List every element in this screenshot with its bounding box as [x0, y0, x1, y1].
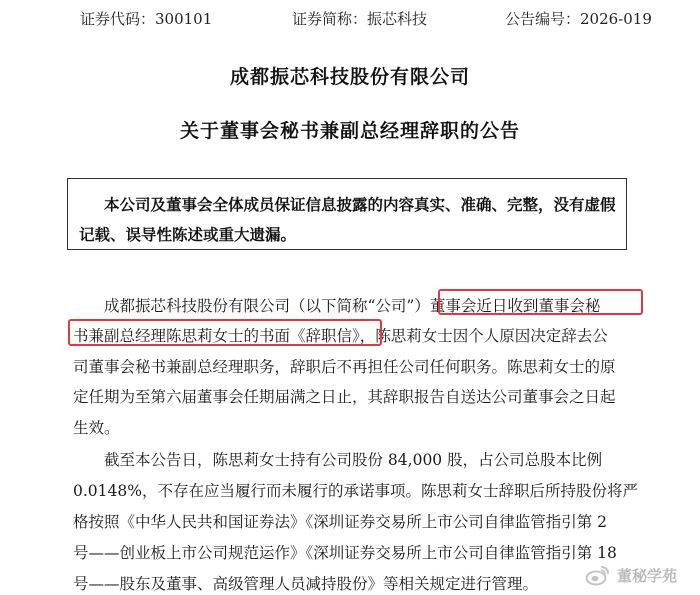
watermark — [585, 562, 677, 588]
weibo-icon — [585, 564, 611, 586]
paragraph-2-line-1: 截至本公告日，陈思莉女士持有公司股份 84,000 股，占公司总股本比例 — [104, 451, 603, 469]
highlight-annotation-1 — [438, 289, 643, 315]
paragraph-2-line-4: 号——创业板上市公司规范运作》《深圳证券交易所上市公司自律监管指引第 18 — [73, 544, 617, 562]
paragraph-1-line-2: 书兼副总经理陈思莉女士的书面《辞职信》，陈思莉女士因个人原因决定辞去公 — [73, 327, 608, 345]
paragraph-2-line-3: 格按照《中华人民共和国证券法》《深圳证券交易所上市公司自律监管指引第 2 — [73, 513, 608, 531]
announcement-number: 公告编号：2026-019 — [505, 10, 652, 28]
paragraph-1-line-4: 定任期为至第六届董事会任期届满之日止，其辞职报告自送达公司董事会之日起 — [73, 388, 616, 406]
company-title: 成都振芯科技股份有限公司 — [229, 66, 470, 88]
paragraph-2-line-2: 0.0148%，不存在应当履行而未履行的承诺事项。陈思莉女士辞职后所持股份将严 — [73, 482, 638, 500]
stock-name: 证券简称：振芯科技 — [292, 10, 428, 28]
document-header — [0, 8, 700, 28]
disclosure-notice-line-2: 记载、误导性陈述或重大遗漏。 — [79, 226, 297, 244]
paragraph-1-line-3: 司董事会秘书兼副总经理职务，辞职后不再担任公司任何职务。陈思莉女士的原 — [73, 358, 616, 376]
announcement-title: 关于董事会秘书兼副总经理辞职的公告 — [179, 120, 520, 142]
watermark-text: 董秘学苑 — [617, 566, 678, 585]
highlight-annotation-2 — [68, 319, 382, 346]
stock-code: 证券代码：300101 — [80, 10, 213, 28]
paragraph-1-line-1: 成都振芯科技股份有限公司（以下简称“公司”）董事会近日收到董事会秘 — [104, 297, 601, 315]
disclosure-notice-line-1: 本公司及董事会全体成员保证信息披露的内容真实、准确、完整，没有虚假 — [104, 196, 616, 214]
paragraph-1-line-5: 生效。 — [73, 419, 120, 437]
paragraph-2-line-5: 号——股东及董事、高级管理人员减持股份》等相关规定进行管理。 — [73, 575, 539, 593]
